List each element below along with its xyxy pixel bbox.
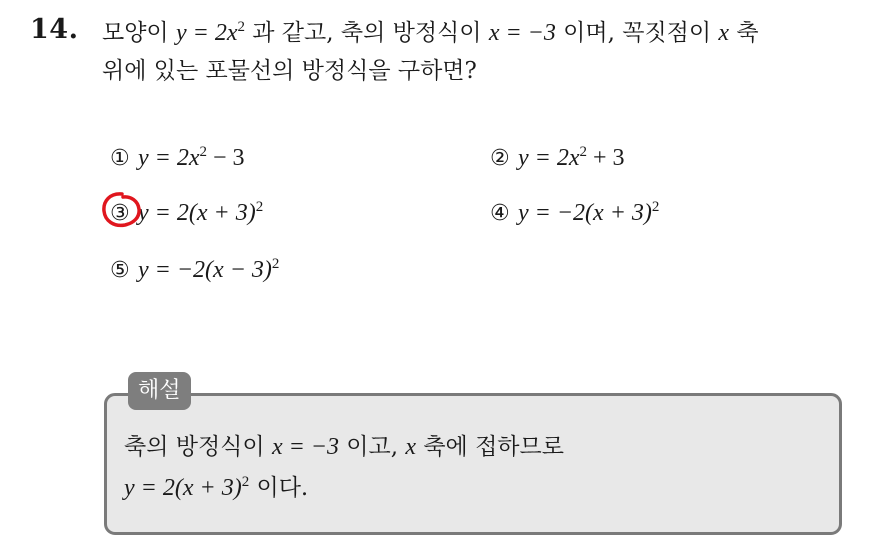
solution-text: 이다. xyxy=(249,475,309,501)
math-expression: x xyxy=(405,434,417,460)
choice-expression: y = 2x xyxy=(518,145,580,171)
choice-1[interactable]: ① $y = 2x^2 - 3$ xyxy=(110,144,245,171)
question-line-1 xyxy=(102,14,759,47)
choice-number: ③ xyxy=(110,201,130,226)
solution-text: 축의 방정식이 xyxy=(124,434,272,460)
choice-number: ④ xyxy=(490,201,510,226)
answer-circle-mark xyxy=(100,191,148,231)
solution-text: 이고, xyxy=(338,434,406,460)
choice-2[interactable]: ② $y = 2x^2 + 3$ xyxy=(490,144,625,171)
choice-number: ① xyxy=(110,146,130,171)
choice-5[interactable]: ⑤ $y = -2(x - 3)^2$ xyxy=(110,256,280,283)
question-number: 14. xyxy=(30,14,79,45)
math-expression: x = −3 xyxy=(488,20,556,46)
choice-4[interactable]: ④ $y = -2(x + 3)^2$ xyxy=(490,199,660,226)
choice-expression: y = 2(x + 3) xyxy=(138,200,256,226)
choice-expression: y = −2(x − 3) xyxy=(138,257,272,283)
math-expression: x xyxy=(718,20,730,46)
choice-number: ② xyxy=(490,146,510,171)
question-line-2: 위에 있는 포물선의 방정식을 구하면? xyxy=(102,58,477,84)
solution-text: 축에 접하므로 xyxy=(416,434,564,460)
solution-tag: 해설 xyxy=(128,372,191,410)
choice-expression: y = −2(x + 3) xyxy=(518,200,652,226)
question-text: 모양이 xyxy=(102,20,176,46)
choice-3[interactable]: ③ $y = 2(x + 3)^2$ xyxy=(110,199,264,226)
math-expression: x = −3 xyxy=(271,434,339,460)
question-text: 이며, 꼭짓점이 xyxy=(555,20,719,46)
solution-line-1 xyxy=(124,428,564,461)
choice-number: ⑤ xyxy=(110,258,130,283)
choice-expression: y = 2x xyxy=(138,145,200,171)
question-text: 과 같고, 축의 방정식이 xyxy=(244,20,489,46)
question-text: 축 xyxy=(729,20,759,46)
solution-line-2 xyxy=(124,469,308,502)
math-expression: $y = 2x^2$ xyxy=(175,19,245,46)
solution-box xyxy=(104,393,842,535)
math-expression: $y = 2(x + 3)^2$ xyxy=(124,474,250,501)
